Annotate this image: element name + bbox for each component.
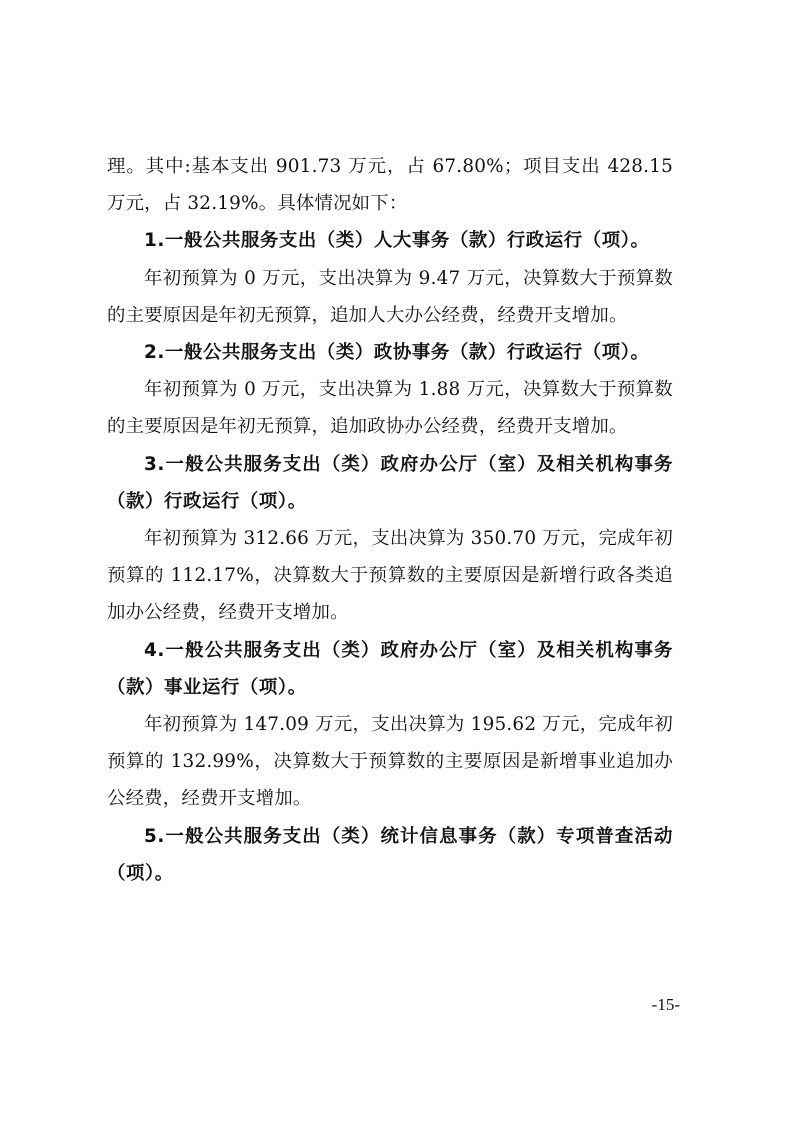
paragraph-expenditure-summary: 理。其中:基本支出 901.73 万元，占 67.80%；项目支出 428.15 万元，占 32.19%。具体情况如下： [107, 156, 673, 215]
heading-item-1: 1.一般公共服务支出（类）人大事务（款）行政运行（项）。 [144, 230, 650, 252]
heading-item-2: 2.一般公共服务支出（类）政协事务（款）行政运行（项）。 [144, 342, 650, 364]
page-number: -15- [651, 995, 680, 1014]
heading-item-4: 4.一般公共服务支出（类）政府办公厅（室）及相关机构事务（款）事业运行（项）。 [107, 639, 673, 698]
page-content [107, 148, 673, 892]
paragraph-item-3-detail: 年初预算为 312.66 万元，支出决算为 350.70 万元，完成年初预算的 112.17%，决算数大于预算数的主要原因是新增行政各类追加办公经费，经费开支增加。 [107, 528, 673, 624]
paragraph-item-4-detail: 年初预算为 147.09 万元，支出决算为 195.62 万元，完成年初预算的 132.99%，决算数大于预算数的主要原因是新增事业追加办公经费，经费开支增加。 [107, 714, 673, 810]
paragraph-item-2-detail: 年初预算为 0 万元，支出决算为 1.88 万元，决算数大于预算数的主要原因是年初无预算，追加政协办公经费，经费开支增加。 [107, 379, 673, 438]
heading-item-5: 5.一般公共服务支出（类）统计信息事务（款）专项普查活动（项）。 [107, 825, 673, 884]
paragraph-item-1-detail: 年初预算为 0 万元，支出决算为 9.47 万元，决算数大于预算数的主要原因是年初无预算，追加人大办公经费，经费开支增加。 [107, 267, 673, 326]
heading-item-3: 3.一般公共服务支出（类）政府办公厅（室）及相关机构事务（款）行政运行（项）。 [107, 453, 673, 512]
